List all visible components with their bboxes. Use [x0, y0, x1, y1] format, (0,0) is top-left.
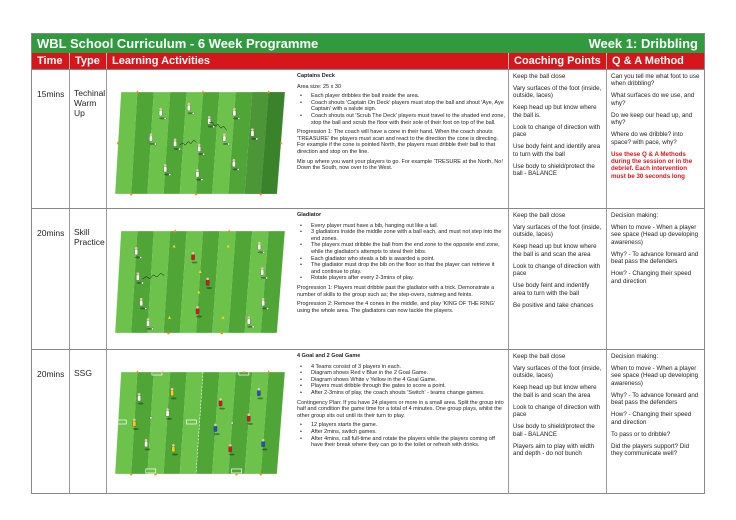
player-head	[174, 139, 177, 142]
player-head	[198, 144, 201, 147]
activity-list	[297, 223, 505, 282]
player-body	[251, 131, 254, 137]
player-head	[172, 444, 175, 447]
activity-paragraph: Progression 1: The coach will have a cone in their hand. When the coach shouts 'TREASURE' the players must scan and react to the direction the cone is directing. For example if the cone is pointed North, the players must dribble their ball to that direction and stop on the line.	[297, 129, 499, 155]
coaching-point: Vary surfaces of the foot (inside, outside, laces)	[513, 85, 602, 100]
player-head	[251, 128, 254, 131]
column-header-coaching: Coaching Points	[509, 53, 607, 69]
coaching-point: Vary surfaces of the foot (inside, outside, laces)	[513, 365, 602, 380]
player-shadow	[229, 454, 235, 456]
player-head	[133, 419, 136, 422]
ball	[263, 251, 265, 253]
activity-list-item: • After 2mins, switch games.	[297, 429, 505, 436]
activity-list-item: • Diagram shows White v Yellow in the 4 Goal Game.	[297, 377, 505, 384]
player-shadow	[192, 262, 198, 264]
ball	[164, 117, 166, 119]
player-shadow	[166, 418, 172, 420]
player-shadow	[196, 316, 202, 318]
player-head	[140, 298, 143, 301]
coaching-point: Use body to shield/protect the ball - BALANCE	[513, 162, 595, 178]
player-body	[138, 396, 141, 402]
player-head	[223, 133, 226, 136]
time-cell: 20mins	[32, 350, 70, 494]
pitch-illustration	[109, 352, 293, 486]
activity-list-item: • Coach shouts 'Captain On Deck' players must stop the ball and shout 'Aye, Aye Captain' with a salute sign.	[297, 100, 505, 113]
coaching-point: Players aim to play with width and depth - do not bunch	[513, 442, 595, 458]
qa-question: How? - Changing their speed and direction	[611, 411, 692, 426]
session-row	[32, 349, 704, 494]
activity-title: Gladiator	[297, 212, 322, 218]
activity-description	[297, 73, 505, 175]
ball	[266, 307, 268, 309]
ball	[256, 138, 258, 140]
coaching-point: Keep the ball close	[513, 212, 566, 219]
ball	[192, 112, 194, 114]
player-body	[232, 161, 235, 167]
week-title: Week 1: Dribbling	[588, 36, 698, 51]
activity-list-item: • 12 players starts the game.	[297, 422, 505, 429]
column-header-qa: Q & A Method	[612, 55, 684, 67]
activity-paragraph: Progression 1: Players must dribble past the gladiator with a trick. Demonstrate a number of skills to the group such as; the step-overs, nutmeg and feints.	[297, 284, 495, 298]
player-head	[196, 306, 199, 309]
document-title: WBL School Curriculum - 6 Week Programme	[37, 36, 319, 51]
type-cell: SSG	[70, 350, 107, 494]
player-head	[214, 424, 217, 427]
activity-description	[297, 212, 505, 317]
coaching-point: Use body feint and identify area to turn with the ball	[513, 143, 601, 158]
qa-question: When to move - When a player see space (Head up developing awareness)	[611, 224, 699, 246]
session-row	[32, 208, 704, 349]
player-head	[145, 439, 148, 442]
activity-list-item: • Coach shouts out 'Scrub The Deck' players must travel to the shaded end zone, stop the ball and scrub the floor with their sole of their foot on top of the ball.	[297, 113, 505, 126]
activity-list-item: • Each gladiator who steals a bib is awarded a point.	[297, 256, 505, 263]
player-body	[214, 426, 217, 432]
qa-question: What surfaces do we use, and why?	[611, 92, 695, 107]
player-head	[159, 108, 162, 111]
player-shadow	[206, 287, 212, 289]
player-body	[262, 300, 265, 306]
ball	[238, 117, 240, 119]
column-header-type: Type	[70, 53, 107, 69]
activity-list-item: • 4 Teams consist of 3 players in each.	[297, 364, 505, 371]
session-row	[32, 69, 704, 208]
player-shadow	[138, 403, 144, 405]
player-body	[257, 390, 260, 396]
ball	[150, 417, 152, 419]
player-body	[149, 136, 152, 142]
player-head	[233, 159, 236, 162]
player-head	[258, 388, 261, 391]
activity-list-item: • Each player dribbles the ball inside the area.	[297, 93, 505, 100]
player-body	[206, 280, 209, 286]
player-shadow	[247, 423, 253, 425]
player-head	[219, 398, 222, 401]
qa-question: Decision making:	[611, 212, 659, 219]
activity-paragraph: Progression 2: Remove the 4 cones in the middle, and play 'KING OF THE RING' using the whole area. The gladiators can now tackle the players.	[297, 301, 495, 314]
ball	[154, 143, 156, 145]
activity-cell	[107, 209, 509, 349]
cone	[136, 90, 139, 93]
qa-question: Decision making:	[611, 353, 659, 360]
player-head	[164, 164, 167, 167]
activity-blocks	[297, 223, 505, 315]
player-head	[138, 393, 141, 396]
player-shadow	[171, 397, 177, 399]
activity-list	[297, 422, 505, 448]
player-head	[229, 444, 232, 447]
player-head	[188, 103, 191, 106]
player-head	[208, 116, 211, 119]
qa-question: How? - Changing their speed and direction	[611, 270, 692, 285]
player-shadow	[214, 433, 220, 435]
ball	[145, 307, 147, 309]
pitch-diagram	[109, 352, 293, 486]
activity-list-item: • After 4mins, call full-time and rotate the players while the players coming off have their break where they can go to the toilet or refresh with drinks.	[297, 436, 505, 449]
ball	[252, 326, 254, 328]
activity-paragraph: Contingency Plan: If you have 24 players or more in a small area. Split the group into half and condition the game time for a total of 4 minutes. One group plays, whilst the other group sits out until its their turn to play.	[297, 399, 504, 419]
player-shadow	[133, 428, 139, 430]
player-body	[247, 319, 250, 325]
player-head	[247, 413, 250, 416]
time-cell: 15mins	[32, 70, 70, 208]
player-head	[247, 316, 250, 319]
player-body	[166, 411, 169, 417]
coaching-point: Vary surfaces of the foot (inside, outside, laces)	[513, 224, 602, 239]
coaching-points-cell	[509, 70, 607, 208]
player-head	[206, 278, 209, 281]
player-head	[147, 318, 150, 321]
player-body	[196, 309, 199, 315]
cone	[267, 90, 270, 93]
player-body	[219, 401, 222, 407]
ball	[201, 179, 203, 181]
ball	[237, 168, 239, 170]
activity-paragraph: Mix up where you want your players to go. For example 'TRESURE at the North, No! Down the South, now over to the West.	[297, 158, 503, 172]
ball	[140, 256, 142, 258]
activity-list-item: • 3 gladiators inside the middle zone with a ball each, and must not step into the end zones.	[297, 229, 505, 242]
qa-question: Why? - To advance forward and beat pass the defenders	[611, 391, 699, 407]
ball	[228, 143, 230, 145]
coaching-points-cell	[509, 350, 607, 494]
qa-question: Did the players support? Did they communicate well?	[611, 442, 690, 458]
cone	[202, 90, 205, 93]
player-head	[150, 133, 153, 136]
activity-list-item: • After 2-3mins of play, the coach shouts 'Switch' - teams change games.	[297, 390, 505, 397]
player-body	[159, 110, 162, 116]
session-plan	[31, 33, 705, 494]
activity-list	[297, 364, 505, 397]
player-body	[144, 441, 147, 447]
player-head	[192, 252, 195, 255]
column-header-activities: Learning Activities	[107, 53, 509, 69]
ball	[151, 328, 153, 330]
activity-list-item: • Diagram shows Red v Blue in the 2 Goal Game.	[297, 370, 505, 377]
coaching-point: Be positive and take chances	[513, 301, 594, 309]
column-header-time: Time	[32, 53, 70, 69]
pitch-diagram	[109, 72, 293, 206]
player-body	[171, 390, 174, 396]
player-shadow	[219, 408, 225, 410]
player-body	[136, 275, 139, 281]
player-body	[261, 270, 264, 276]
player-body	[262, 441, 265, 447]
coaching-point: Keep head up but know where the ball is and scan the area	[513, 243, 597, 258]
player-body	[133, 421, 136, 427]
activity-blocks	[297, 84, 505, 172]
player-body	[191, 255, 194, 261]
player-body	[172, 447, 175, 453]
player-body	[247, 416, 250, 422]
qa-question: Do we keep our head up, and why?	[611, 111, 693, 127]
activity-list-item: • Players must dribble through the gates to score a point.	[297, 383, 505, 390]
player-head	[262, 439, 265, 442]
player-body	[135, 249, 138, 255]
player-shadow	[262, 448, 268, 450]
type-cell: Skill Practice	[70, 209, 107, 349]
activity-blocks	[297, 364, 505, 449]
player-body	[233, 110, 236, 116]
activity-list-item: • Every player must have a bib, hanging out like a tail.	[297, 223, 505, 230]
ball	[141, 282, 143, 284]
activity-cell	[107, 70, 509, 208]
coaching-points-cell	[509, 209, 607, 349]
qa-question: Why? - To advance forward and beat pass the defenders	[611, 250, 699, 266]
title-bar	[32, 34, 704, 53]
ball	[178, 148, 180, 150]
player-head	[171, 388, 174, 391]
player-head	[135, 247, 138, 250]
player-body	[208, 119, 211, 125]
player-body	[229, 447, 232, 453]
player-head	[196, 169, 199, 172]
coaching-point: Keep the ball close	[513, 353, 566, 360]
qa-question: Where do we dribble? into space? with pace, why?	[611, 131, 683, 146]
player-shadow	[172, 454, 178, 456]
activity-cell	[107, 350, 509, 494]
qa-question: To pass or to dribble?	[611, 430, 671, 438]
coaching-point: Keep head up but know where the ball is and scan the area	[513, 384, 597, 399]
ball	[203, 153, 205, 155]
coaching-point: Look to change of direction with pace	[513, 123, 601, 139]
player-body	[146, 321, 149, 327]
ball	[231, 422, 233, 424]
ball	[266, 277, 268, 279]
qa-question: Can you tell me what foot to use when dribbling?	[611, 73, 700, 88]
player-body	[223, 136, 226, 142]
activity-paragraph: Area size: 25 x 30	[297, 83, 342, 90]
player-head	[261, 267, 264, 270]
activity-title: Captains Deck	[297, 73, 335, 79]
coaching-point: Use body feint and indentify area to turn with the ball	[513, 282, 590, 297]
pitch-illustration	[109, 211, 293, 345]
player-body	[196, 172, 199, 178]
player-body	[187, 105, 190, 111]
player-body	[140, 300, 143, 306]
activity-list-item: • The players must dribble the ball from the end zone to the opposite end zone, while the gladiator's attempts to steal their bibs.	[297, 242, 505, 255]
coaching-point: Look to change of direction with pace	[513, 262, 601, 278]
coaching-point: Keep the ball close	[513, 73, 566, 80]
pitch-diagram	[109, 211, 293, 345]
ball	[169, 174, 171, 176]
cone	[228, 229, 231, 232]
time-cell: 20mins	[32, 209, 70, 349]
qa-method-cell	[607, 209, 704, 349]
coaching-point: Keep head up but know where the ball is.	[513, 104, 597, 119]
pitch-illustration	[109, 72, 293, 206]
cone	[174, 229, 177, 232]
qa-method-cell	[607, 350, 704, 494]
player-head	[262, 298, 265, 301]
player-head	[166, 408, 169, 411]
player-shadow	[145, 448, 151, 450]
player-head	[233, 108, 236, 111]
player-head	[137, 272, 140, 275]
coaching-point: Use body to shield/protect the ball - BALANCE	[513, 423, 595, 438]
coaching-point: Look to change of direction with pace	[513, 403, 601, 419]
activity-list-item: • Rotate players after every 2-3mins of play.	[297, 275, 505, 282]
qa-note-highlight: Use these Q & A Methods during the session or in the debrief. Each intervention must be 30 seconds long	[611, 150, 693, 180]
type-cell: Techinal Warm Up	[70, 70, 107, 208]
player-body	[173, 141, 176, 147]
player-head	[258, 242, 261, 245]
activity-description	[297, 353, 505, 452]
activity-title: 4 Goal and 2 Goal Game	[297, 353, 361, 359]
column-header-row	[32, 53, 704, 69]
player-shadow	[257, 397, 263, 399]
player-body	[164, 167, 167, 173]
activity-list-item: • The gladiator must drop the bib on the floor so that the player can retrieve it and continue to play.	[297, 262, 505, 275]
qa-method-cell	[607, 70, 704, 208]
qa-question: When to move - When a player see space (Head up developing awareness)	[611, 365, 699, 387]
player-body	[258, 244, 261, 250]
player-body	[198, 146, 201, 152]
activity-list	[297, 93, 505, 126]
